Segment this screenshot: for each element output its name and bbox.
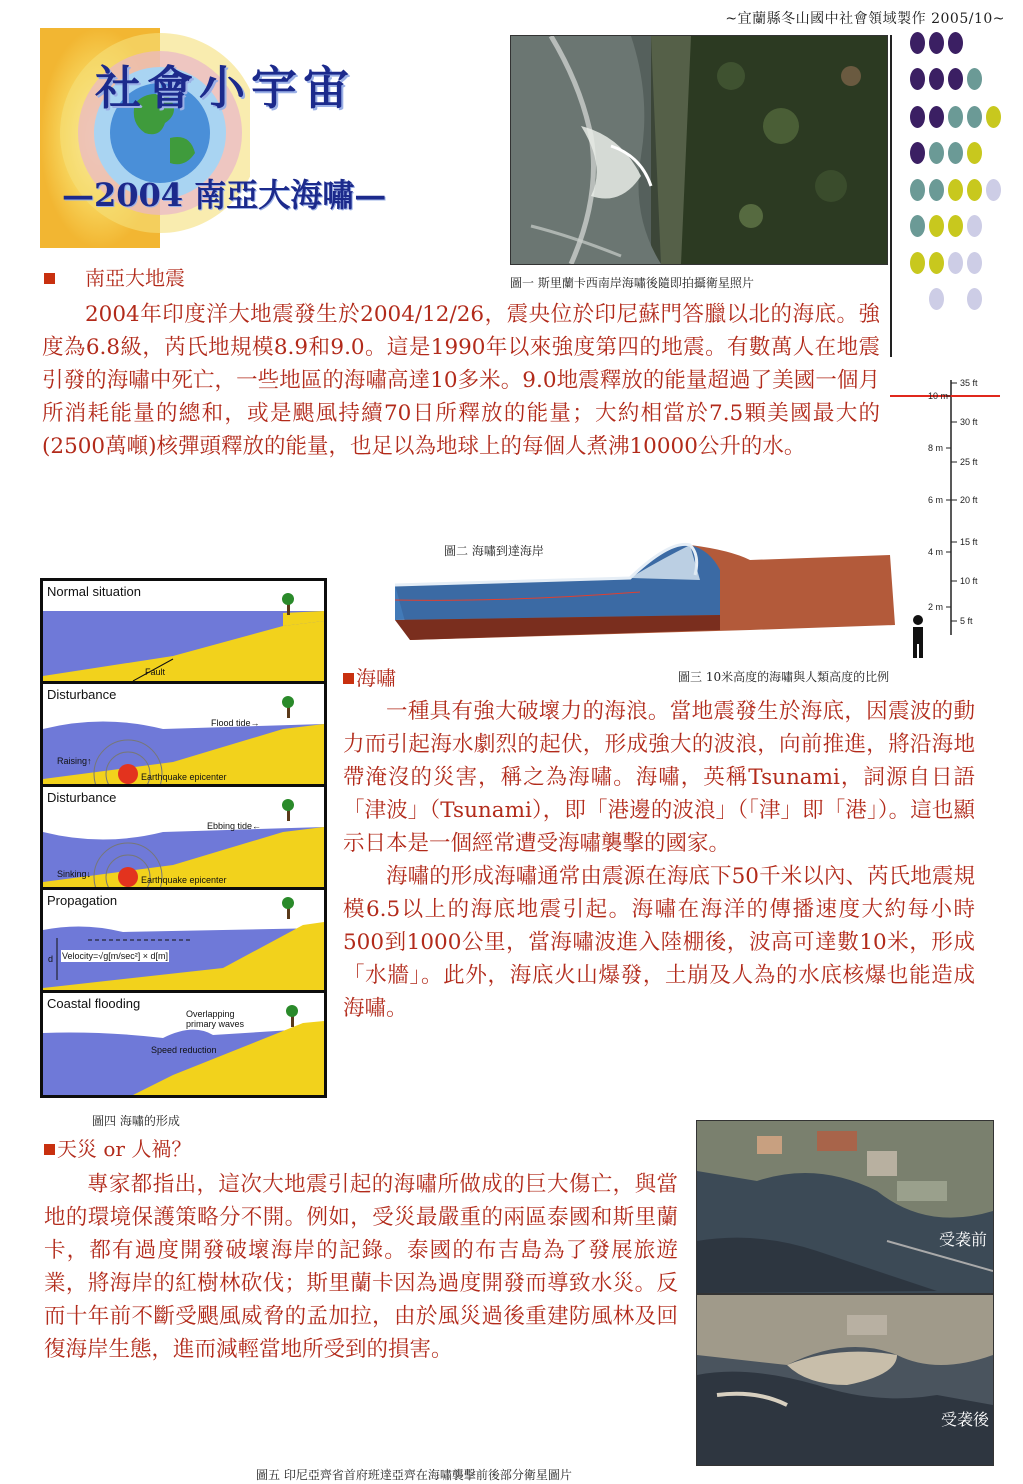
satellite-before-photo	[696, 1120, 994, 1294]
meter-tick-label: 6 m	[928, 495, 944, 505]
bullet-icon	[44, 1144, 55, 1155]
stage-label-propagation: Propagation	[47, 893, 118, 908]
meter-tick-label: 2 m	[928, 602, 944, 612]
decorative-dot-grid	[910, 32, 1005, 322]
feet-tick-label: 15 ft	[960, 537, 978, 547]
feet-tick-label: 25 ft	[960, 457, 978, 467]
section-heading-earthquake: 南亞大地震	[44, 262, 185, 291]
fig2-caption: 圖二 海嘯到達海岸	[444, 544, 544, 558]
stage-label-coastal: Coastal flooding	[47, 996, 141, 1011]
label-raising: Raising↑	[57, 756, 92, 766]
height-scale-chart	[890, 370, 1005, 670]
stage-label-normal: Normal situation	[47, 584, 141, 599]
section-body-earthquake: 2004年印度洋大地震發生於2004/12/26，震央位於印尼蘇門答臘以北的海底。強度為6.8級，芮氏地規模8.9和9.0。這是1990年以來強度第四的地震。有數萬人在地震引發的海嘯中死亡，一些地區的海嘯高達10多米。9.0地震釋放的能量超過了美國一個月所消耗能量的總和，或是颶風持續70日所釋放的能量；大約相當於7.5顆美國最大的(2500萬噸)核彈頭釋放的能量，也足以為地球上的每個人煮沸10000公升的水。	[42, 302, 880, 459]
feet-tick-label: 30 ft	[960, 417, 978, 427]
bullet-icon	[343, 673, 354, 684]
feet-tick-label: 5 ft	[960, 616, 973, 626]
section-heading-tsunami: 海嘯	[343, 662, 396, 691]
page-subtitle: —2004 南亞大海嘯—	[62, 176, 387, 214]
credit-line: ~宜蘭縣冬山國中社會領域製作 2005/10~	[725, 11, 1005, 27]
meter-tick-label: 8 m	[928, 443, 944, 453]
feet-tick-label: 35 ft	[960, 378, 978, 388]
stage-disturbance-raising	[43, 684, 324, 784]
satellite-after-photo	[696, 1294, 994, 1466]
section-heading-disaster: 天災 or 人禍？	[44, 1133, 191, 1162]
label-flood-tide: Flood tide→	[211, 718, 260, 728]
tsunami-formation-diagram	[40, 578, 327, 1098]
label-overlapping: Overlapping primary waves	[186, 1009, 245, 1029]
label-speed-reduction: Speed reduction	[151, 1045, 217, 1055]
label-ebbing-tide: Ebbing tide←	[207, 821, 262, 831]
stage-label-disturbance2: Disturbance	[47, 790, 117, 805]
stage-normal	[43, 581, 324, 681]
label-depth: d	[48, 954, 54, 964]
stage-propagation	[43, 890, 324, 990]
fig4-caption: 圖四 海嘯的形成	[92, 1114, 180, 1128]
stage-disturbance-sinking	[43, 787, 324, 887]
bullet-icon	[44, 273, 55, 284]
stage-label-disturbance1: Disturbance	[47, 687, 117, 702]
satellite-photo-sri-lanka	[510, 35, 888, 265]
section-body-tsunami: 一種具有強大破壞力的海浪。當地震發生於海底，因震波的動力而引起海水劇烈的起伏，形成強大的波浪，向前推進，將沿海地帶淹沒的災害，稱之為海嘯。海嘯，英稱Tsunami，詞源自日語「津波」（Tsunami），即「港邊的波浪」（「津」即「港」）。這也顯示日本是一個經常遭受海嘯襲擊的國家。 海嘯的形成海嘯通常由震源在海底下50千米以內、芮氏地震規模6.5以上的海底地震引起。海嘯在海洋的傳播速度大約每小時500到1000公里，當海嘯波進入陸棚後，波高可達數10米，形成「水牆」。此外，海底火山爆發，土崩及人為的水底核爆也能造成海嘯。	[343, 699, 975, 1021]
tsunami-coast-illustration	[390, 530, 910, 650]
stage-coastal-flooding	[43, 993, 324, 1095]
before-label: 受袭前	[938, 1232, 987, 1249]
label-fault: Fault	[145, 667, 166, 677]
fig3-caption: 圖三 10米高度的海嘯與人類高度的比例	[678, 670, 890, 684]
label-epicenter-1: Earthquake epicenter	[141, 772, 227, 782]
fig1-caption: 圖一 斯里蘭卡西南岸海嘯後隨即拍攝衛星照片	[510, 276, 754, 290]
divider-line	[890, 35, 892, 357]
page-title: 社會小宇宙	[95, 61, 355, 115]
fig5-caption: 圖五 印尼亞齊省首府班達亞齊在海嘯襲擊前後部分衛星圖片	[256, 1468, 572, 1482]
feet-tick-label: 10 ft	[960, 576, 978, 586]
label-epicenter-2: Earthquake epicenter	[141, 875, 227, 885]
label-velocity: Velocity=√g[m/sec²] × d[m]	[62, 951, 168, 961]
human-figure-icon	[913, 615, 923, 658]
label-sinking: Sinking↓	[57, 869, 92, 879]
after-label: 受袭後	[940, 1412, 989, 1429]
feet-tick-label: 20 ft	[960, 495, 978, 505]
meter-tick-label: 4 m	[928, 547, 944, 557]
meter-tick-label: 10 m	[928, 391, 949, 401]
section-body-disaster: 專家都指出，這次大地震引起的海嘯所做成的巨大傷亡，與當地的環境保護策略分不開。例如，受災最嚴重的兩區泰國和斯里蘭卡，都有過度開發破壞海岸的記錄。泰國的布吉島為了發展旅遊業，將海岸的紅樹林砍伐；斯里蘭卡因為過度開發而導致水災。反而十年前不斷受颶風威脅的孟加拉，由於風災過後重建防風林及回復海岸生態，進而減輕當地所受到的損害。	[44, 1172, 678, 1362]
